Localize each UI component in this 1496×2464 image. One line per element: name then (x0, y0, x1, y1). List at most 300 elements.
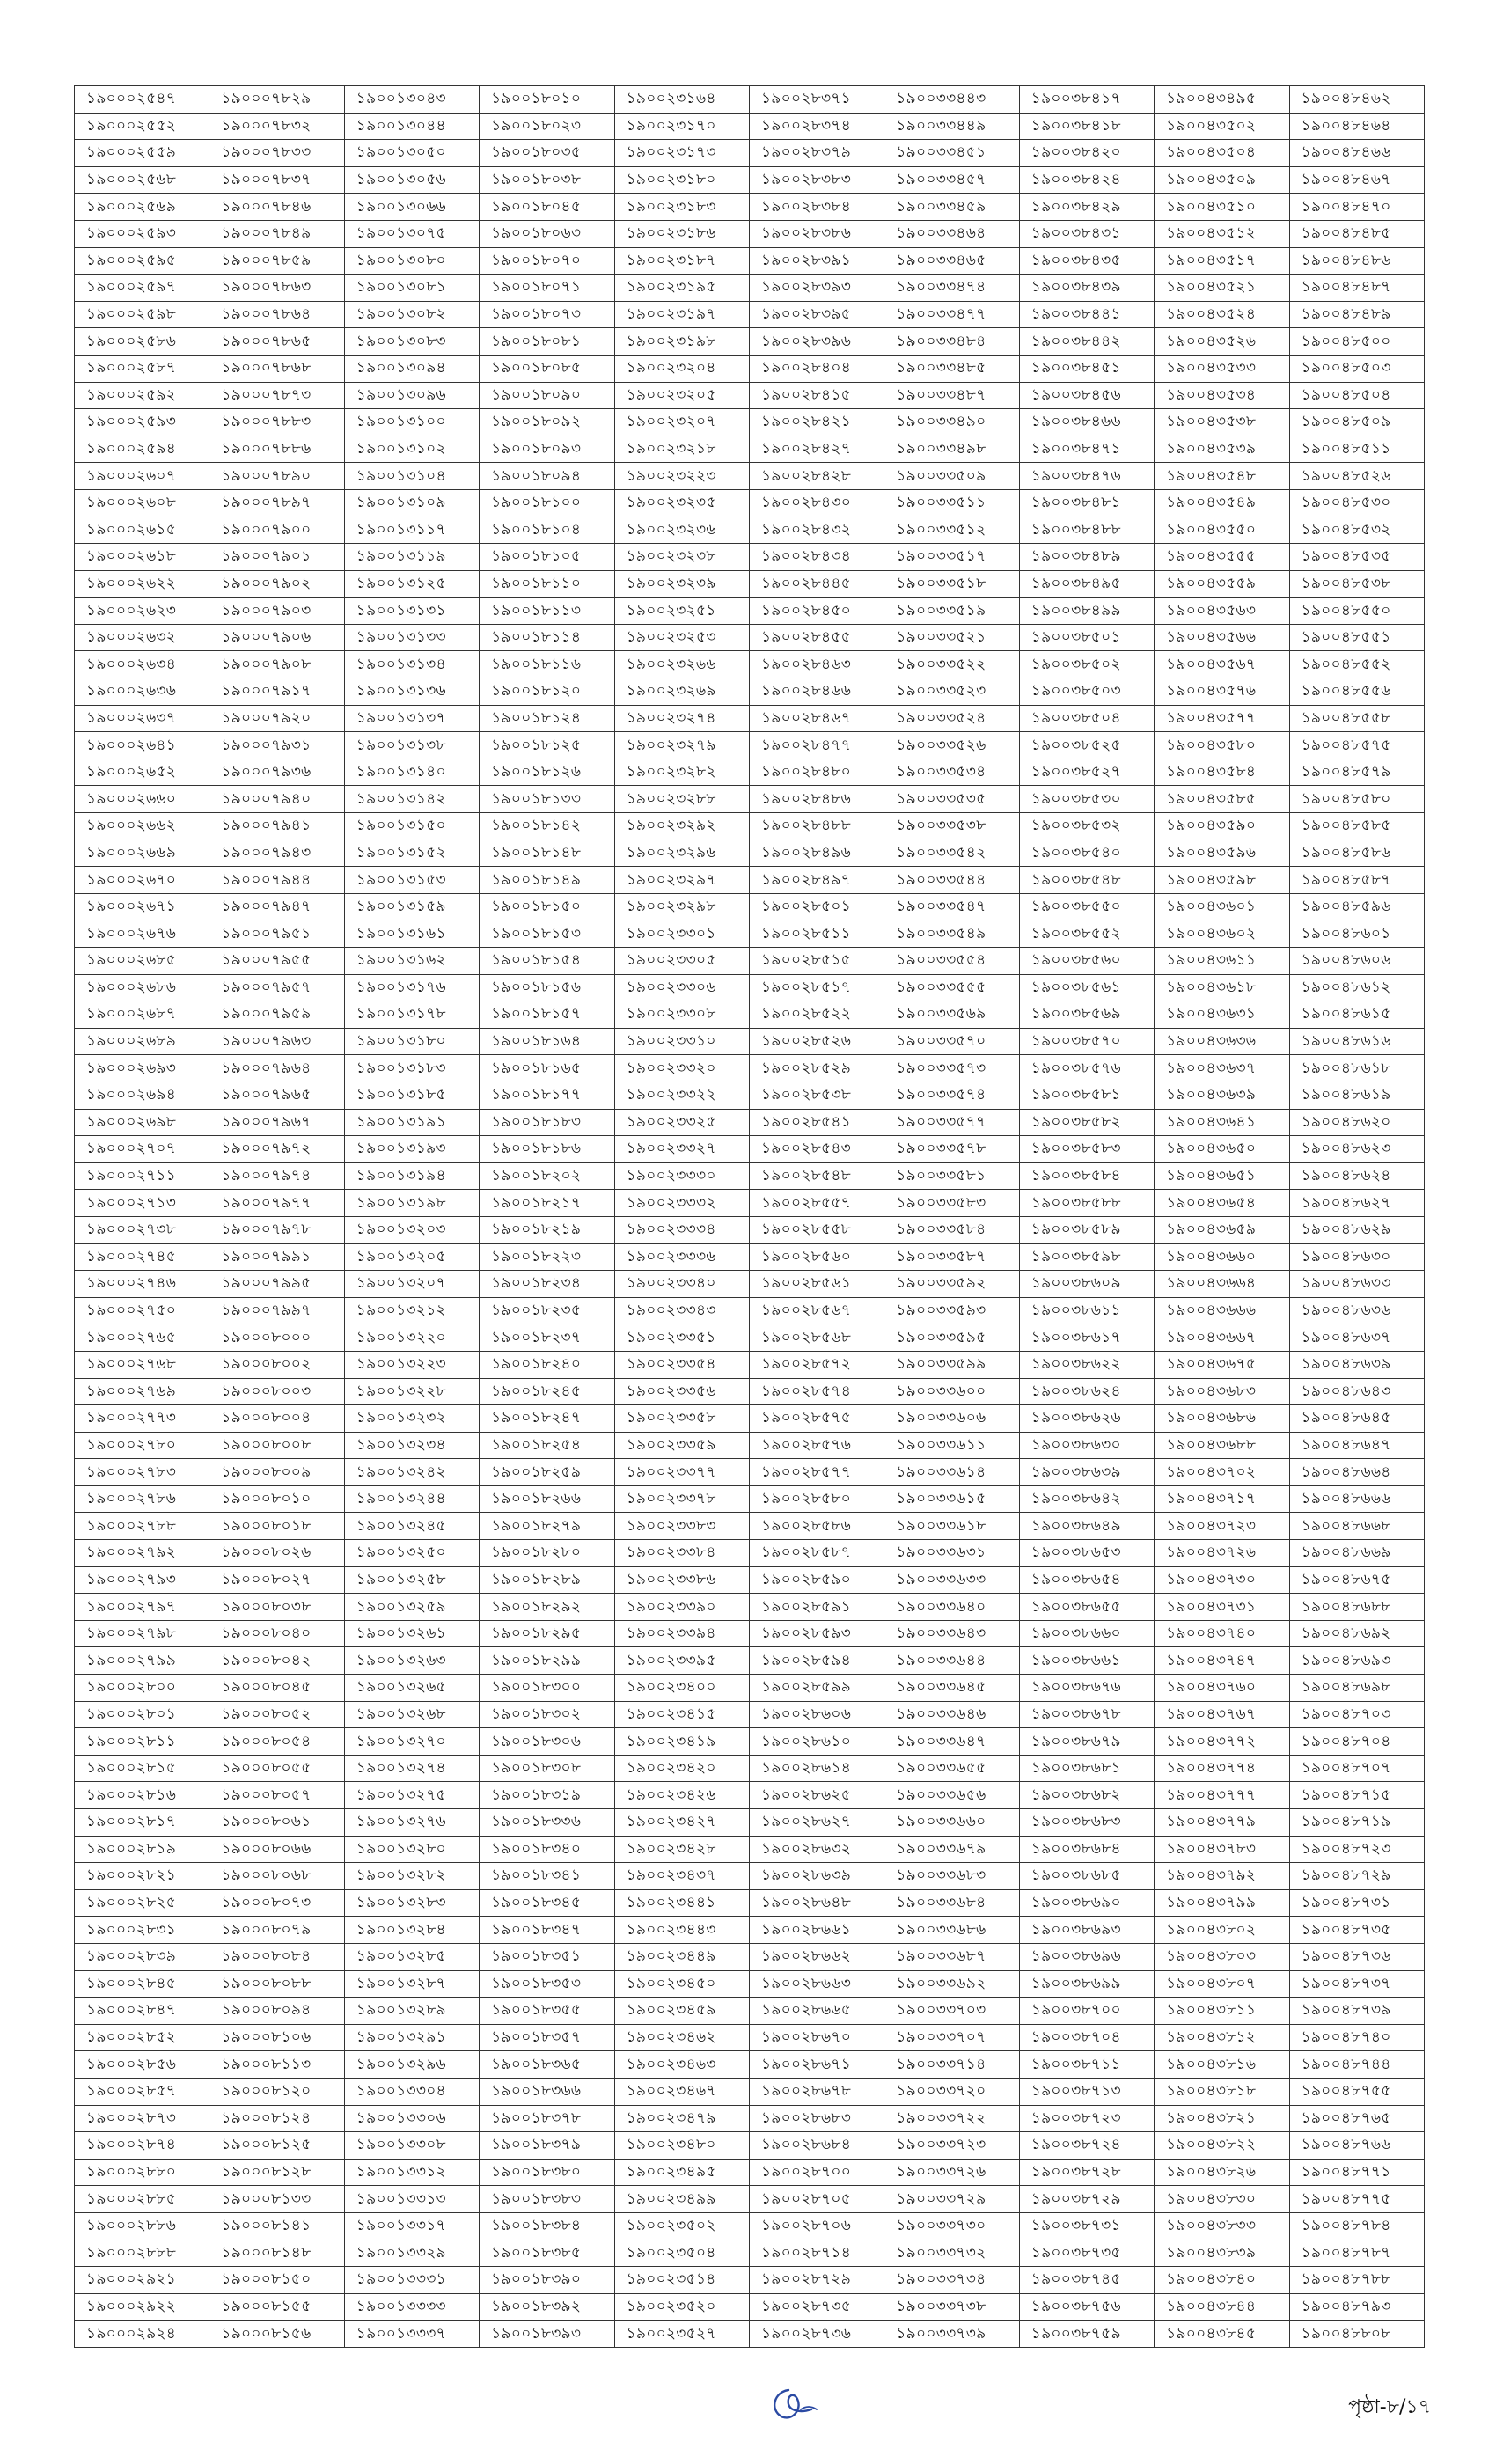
roll-number-cell: ১৯০০০২৮১৯ (75, 1836, 209, 1863)
roll-number-cell: ১৯০০০৭৯৪৪ (209, 867, 344, 894)
roll-number-cell: ১৯০০২৮৭৩৫ (749, 2293, 884, 2321)
roll-number-cell: ১৯০০১৩২৭৬ (344, 1809, 479, 1837)
roll-number-cell: ১৯০০১৩১৯৩ (344, 1136, 479, 1163)
roll-number-cell: ১৯০০০২৫৯৫ (75, 247, 209, 275)
roll-number-cell: ১৯০০২৩৪৯৫ (614, 2159, 749, 2186)
table-row (75, 463, 1425, 490)
roll-number-cell: ১৯০০২৮৩৯৬ (749, 328, 884, 356)
roll-number-cell: ১৯০০০৭৯৭৭ (209, 1190, 344, 1217)
roll-number-cell: ১৯০০৩৩৬৬০ (884, 1809, 1019, 1837)
roll-number-cell: ১৯০০২৮৫২৯ (749, 1055, 884, 1082)
roll-number-cell: ১৯০০১৮৩৯৩ (480, 2321, 614, 2348)
roll-number-cell: ১৯০০৪৮৫৮০ (1289, 786, 1424, 813)
table-row (75, 732, 1425, 759)
roll-number-cell: ১৯০০১৩২৭০ (344, 1728, 479, 1756)
roll-number-cell: ১৯০০১৮২১৭ (480, 1190, 614, 1217)
roll-number-cell: ১৯০০২৩৪৬৭ (614, 2078, 749, 2105)
roll-number-cell: ১৯০০০২৮৫২ (75, 2024, 209, 2051)
roll-number-cell: ১৯০০১৩১৭৮ (344, 1001, 479, 1029)
roll-number-cell: ১৯০০৪৮৪৮৭ (1289, 275, 1424, 302)
roll-number-cell: ১৯০০৩৮৪৮১ (1019, 489, 1154, 517)
roll-number-cell: ১৯০০২৮৬৬৫ (749, 1998, 884, 2025)
roll-number-cell: ১৯০০১৮২১৯ (480, 1216, 614, 1243)
roll-number-cell: ১৯০০১৮১১৩ (480, 598, 614, 625)
roll-number-cell: ১৯০০০৮০৫৭ (209, 1782, 344, 1809)
roll-number-cell: ১৯০০৩৩৫৭৪ (884, 1082, 1019, 1109)
roll-number-cell: ১৯০০১৩৩১২ (344, 2159, 479, 2186)
roll-number-cell: ১৯০০৪৮৭৭১ (1289, 2159, 1424, 2186)
roll-number-cell: ১৯০০৩৩৬০৬ (884, 1405, 1019, 1433)
roll-number-cell: ১৯০০৪৮৭৯৩ (1289, 2293, 1424, 2321)
roll-number-cell: ১৯০০৪৩৬০১ (1155, 893, 1289, 920)
roll-number-cell: ১৯০০২৮৩৭৪ (749, 113, 884, 140)
roll-number-cell: ১৯০০৪৩৭৬৭ (1155, 1701, 1289, 1728)
roll-number-cell: ১৯০০৪৩৫৯৬ (1155, 840, 1289, 867)
roll-number-cell: ১৯০০৪৮৬৩০ (1289, 1243, 1424, 1271)
roll-number-cell: ১৯০০৪৩৮৩৯ (1155, 2240, 1289, 2267)
roll-number-cell: ১৯০০৪৩৪৯৫ (1155, 86, 1289, 114)
roll-number-cell: ১৯০০১৩০৫০ (344, 140, 479, 167)
roll-number-cell: ১৯০০০৮০৭৩ (209, 1889, 344, 1917)
table-row (75, 86, 1425, 114)
roll-number-cell: ১৯০০২৩৪২০ (614, 1755, 749, 1782)
roll-number-cell: ১৯০০৩৩৫৯৫ (884, 1324, 1019, 1352)
roll-number-cell: ১৯০০২৮৬৩৯ (749, 1863, 884, 1890)
roll-number-cell: ১৯০০০৭৯৭৮ (209, 1216, 344, 1243)
roll-number-cell: ১৯০০০৮১৫৬ (209, 2321, 344, 2348)
roll-number-cell: ১৯০০১৩১১৭ (344, 517, 479, 544)
roll-number-cell: ১৯০০১৩২০৫ (344, 1243, 479, 1271)
roll-number-cell: ১৯০০১৮৩৪৫ (480, 1889, 614, 1917)
roll-number-cell: ১৯০০৪৩৮১২ (1155, 2024, 1289, 2051)
roll-number-cell: ১৯০০৩৩৭৩২ (884, 2240, 1019, 2267)
roll-number-cell: ১৯০০৩৩৫৭৮ (884, 1136, 1019, 1163)
roll-number-cell: ১৯০০২৮৪০৪ (749, 355, 884, 382)
roll-number-cell: ১৯০০৩৩৫৯৩ (884, 1297, 1019, 1324)
roll-number-cell: ১৯০০৪৮৬০১ (1289, 920, 1424, 948)
roll-number-cell: ১৯০০৪৩৫৫৫ (1155, 544, 1289, 571)
roll-number-cell: ১৯০০০২৫৬৮ (75, 166, 209, 194)
roll-number-cell: ১৯০০০৭৮৩৭ (209, 166, 344, 194)
table-row (75, 1620, 1425, 1647)
roll-number-cell: ১৯০০১৩২৪২ (344, 1459, 479, 1486)
roll-number-cell: ১৯০০১৩০৮৩ (344, 328, 479, 356)
roll-number-cell: ১৯০০০৭৮৩৩ (209, 140, 344, 167)
roll-number-cell: ১৯০০২৩২৩৫ (614, 489, 749, 517)
table-row (75, 1917, 1425, 1944)
roll-number-cell: ১৯০০১৩২৮২ (344, 1863, 479, 1890)
roll-number-cell: ১৯০০৩৩৪৪৩ (884, 86, 1019, 114)
roll-number-cell: ১৯০০০৭৯০২ (209, 570, 344, 598)
roll-number-cell: ১৯০০৪৩৮৪৪ (1155, 2293, 1289, 2321)
roll-number-cell: ১৯০০০৭৯১৭ (209, 678, 344, 706)
table-row (75, 328, 1425, 356)
roll-number-cell: ১৯০০২৩৩৪০ (614, 1271, 749, 1298)
roll-number-cell: ১৯০০২৮৪৬৭ (749, 705, 884, 732)
roll-number-cell: ১৯০০২৩৪১৫ (614, 1701, 749, 1728)
roll-number-cell: ১৯০০০৭৯৪৩ (209, 840, 344, 867)
roll-number-cell: ১৯০০০৭৯০৮ (209, 651, 344, 678)
roll-number-cell: ১৯০০১৩০৮১ (344, 275, 479, 302)
roll-number-cell: ১৯০০৪৮৫১১ (1289, 436, 1424, 463)
roll-number-cell: ১৯০০০২৮৭৩ (75, 2105, 209, 2132)
roll-number-cell: ১৯০০৩৮৪৬৬ (1019, 409, 1154, 436)
roll-number-cell: ১৯০০৪৩৫৩৯ (1155, 436, 1289, 463)
roll-number-cell: ১৯০০৪৮৬৩৩ (1289, 1271, 1424, 1298)
roll-number-cell: ১৯০০০২৫৯৪ (75, 436, 209, 463)
roll-number-cell: ১৯০০১৩১৩৬ (344, 678, 479, 706)
roll-number-cell: ১৯০০১৮২৩৫ (480, 1297, 614, 1324)
roll-number-cell: ১৯০০২৩৩২২ (614, 1082, 749, 1109)
roll-number-cell: ১৯০০১৩২৫৮ (344, 1566, 479, 1594)
roll-number-sheet (74, 85, 1425, 2348)
roll-number-cell: ১৯০০০২৭৯২ (75, 1540, 209, 1567)
roll-number-cell: ১৯০০০৭৮৫৯ (209, 247, 344, 275)
roll-number-cell: ১৯০০৪৮৭২৯ (1289, 1863, 1424, 1890)
roll-number-cell: ১৯০০২৮৪৮০ (749, 759, 884, 786)
roll-number-cell: ১৯০০৪৩৬৮৮ (1155, 1432, 1289, 1459)
roll-number-cell: ১৯০০০২৭৯৭ (75, 1594, 209, 1621)
roll-number-cell: ১৯০০৪৩৫৮৫ (1155, 786, 1289, 813)
roll-number-cell: ১৯০০১৮২৪০ (480, 1351, 614, 1378)
roll-number-cell: ১৯০০০২৫৮৬ (75, 328, 209, 356)
roll-number-cell: ১৯০০১৩০৭৫ (344, 220, 479, 247)
table-row (75, 1216, 1425, 1243)
roll-number-cell: ১৯০০৩৩৫৪২ (884, 840, 1019, 867)
roll-number-cell: ১৯০০৪৩৮৩৩ (1155, 2212, 1289, 2240)
roll-number-cell: ১৯০০১৩২২৮ (344, 1378, 479, 1405)
roll-number-cell: ১৯০০১৩১৬১ (344, 920, 479, 948)
roll-number-cell: ১৯০০৪৮৫৩৮ (1289, 570, 1424, 598)
roll-number-cell: ১৯০০৩৮৬৩০ (1019, 1432, 1154, 1459)
roll-number-cell: ১৯০০৪৮৭৫৫ (1289, 2078, 1424, 2105)
table-row (75, 2267, 1425, 2294)
roll-number-cell: ১৯০০৩৩৫৪৭ (884, 893, 1019, 920)
roll-number-cell: ১৯০০০২৭৪৬ (75, 1271, 209, 1298)
table-row (75, 355, 1425, 382)
roll-number-cell: ১৯০০৩৩৬৪৭ (884, 1728, 1019, 1756)
roll-number-cell: ১৯০০১৮১৬৫ (480, 1055, 614, 1082)
roll-number-cell: ১৯০০২৩৩৪৩ (614, 1297, 749, 1324)
roll-number-cell: ১৯০০২৮৪৮৮ (749, 813, 884, 840)
roll-number-cell: ১৯০০১৩১৯৪ (344, 1162, 479, 1190)
table-row (75, 1889, 1425, 1917)
roll-number-cell: ১৯০০৪৩৬১১ (1155, 948, 1289, 975)
table-row (75, 1540, 1425, 1567)
roll-number-cell: ১৯০০০৭৮৬৮ (209, 355, 344, 382)
roll-number-cell: ১৯০০৪৩৬৫০ (1155, 1136, 1289, 1163)
roll-number-cell: ১৯০০৪৩৫৮৪ (1155, 759, 1289, 786)
table-row (75, 1136, 1425, 1163)
roll-number-cell: ১৯০০২৩৪৯৯ (614, 2186, 749, 2213)
roll-number-cell: ১৯০০২৩৩৫১ (614, 1324, 749, 1352)
roll-number-cell: ১৯০০৩৮৭৫৯ (1019, 2321, 1154, 2348)
roll-number-cell: ১৯০০৩৩৪৮৪ (884, 328, 1019, 356)
roll-number-cell: ১৯০০৩৩৬৮৩ (884, 1863, 1019, 1890)
roll-number-cell: ১৯০০২৩২২৩ (614, 463, 749, 490)
roll-number-cell: ১৯০০৪৮৫৫০ (1289, 598, 1424, 625)
roll-number-cell: ১৯০০৪৩৮১৮ (1155, 2078, 1289, 2105)
roll-number-cell: ১৯০০৪৩৬৮৬ (1155, 1405, 1289, 1433)
table-row (75, 1701, 1425, 1728)
roll-number-cell: ১৯০০৪৮৫৫৮ (1289, 705, 1424, 732)
roll-number-cell: ১৯০০১৩১০৪ (344, 463, 479, 490)
roll-number-cell: ১৯০০৩৮৫৩০ (1019, 786, 1154, 813)
roll-number-cell: ১৯০০২৮৫৪৮ (749, 1162, 884, 1190)
roll-number-cell: ১৯০০০২৬৩৭ (75, 705, 209, 732)
roll-number-cell: ১৯০০৩৮৪৪২ (1019, 328, 1154, 356)
table-row (75, 1728, 1425, 1756)
roll-number-cell: ১৯০০০৮০০৯ (209, 1459, 344, 1486)
roll-number-cell: ১৯০০২৩১৭০ (614, 113, 749, 140)
roll-number-cell: ১৯০০৩৮৪৭১ (1019, 436, 1154, 463)
roll-number-cell: ১৯০০৪৩৭৭৭ (1155, 1782, 1289, 1809)
roll-number-cell: ১৯০০০৭৮৯০ (209, 463, 344, 490)
roll-number-cell: ১৯০০১৮০৭৩ (480, 301, 614, 328)
roll-number-cell: ১৯০০২৩৪১৯ (614, 1728, 749, 1756)
roll-number-cell: ১৯০০০২৮২৫ (75, 1889, 209, 1917)
roll-number-cell: ১৯০০৪৩৫৬৬ (1155, 624, 1289, 651)
roll-number-cell: ১৯০০০২৯২১ (75, 2267, 209, 2294)
roll-number-cell: ১৯০০২৮৩৮৪ (749, 194, 884, 221)
roll-number-cell: ১৯০০৩৮৪১৭ (1019, 86, 1154, 114)
roll-number-cell: ১৯০০৪৩৭৯২ (1155, 1863, 1289, 1890)
roll-number-cell: ১৯০০২৮৪৩২ (749, 517, 884, 544)
roll-number-cell: ১৯০০০৮০৮৪ (209, 1943, 344, 1970)
table-row (75, 166, 1425, 194)
roll-number-cell: ১৯০০৩৮৭২৯ (1019, 2186, 1154, 2213)
roll-number-cell: ১৯০০৩৩৪৪৯ (884, 113, 1019, 140)
table-row (75, 301, 1425, 328)
roll-number-cell: ১৯০০৩৩৫২৬ (884, 732, 1019, 759)
roll-number-cell: ১৯০০০২৬৮৯ (75, 1028, 209, 1055)
roll-number-cell: ১৯০০৪৩৭৭৯ (1155, 1809, 1289, 1837)
roll-number-cell: ১৯০০৩৩৫১১ (884, 489, 1019, 517)
roll-number-cell: ১৯০০১৩৩০৪ (344, 2078, 479, 2105)
roll-number-cell: ১৯০০১৮১০০ (480, 489, 614, 517)
table-row (75, 1836, 1425, 1863)
roll-number-cell: ১৯০০১৮৩৬৫ (480, 2051, 614, 2079)
roll-number-cell: ১৯০০৩৮৭১৩ (1019, 2078, 1154, 2105)
roll-number-cell: ১৯০০০২৭৯৩ (75, 1566, 209, 1594)
roll-number-cell: ১৯০০২৩৫১৪ (614, 2267, 749, 2294)
roll-number-cell: ১৯০০৩৩৫৭৩ (884, 1055, 1019, 1082)
roll-number-cell: ১৯০০১৩৩১৩ (344, 2186, 479, 2213)
roll-number-cell: ১৯০০২৩৩৩৪ (614, 1216, 749, 1243)
roll-number-cell: ১৯০০১৮১১০ (480, 570, 614, 598)
roll-number-cell: ১৯০০২৮৪৩০ (749, 489, 884, 517)
roll-number-cell: ১৯০০১৩২৯১ (344, 2024, 479, 2051)
roll-number-cell: ১৯০০০৮০৫৫ (209, 1755, 344, 1782)
roll-number-cell: ১৯০০০২৮৪৭ (75, 1998, 209, 2025)
table-row (75, 1647, 1425, 1675)
roll-number-cell: ১৯০০২৩৪৬৩ (614, 2051, 749, 2079)
roll-number-cell: ১৯০০৩৮৪২০ (1019, 140, 1154, 167)
roll-number-cell: ১৯০০৩৩৬১৮ (884, 1513, 1019, 1540)
roll-number-cell: ১৯০০০৮০৬১ (209, 1809, 344, 1837)
roll-number-cell: ১৯০০১৩০৮২ (344, 301, 479, 328)
roll-number-cell: ১৯০০১৮০৮১ (480, 328, 614, 356)
roll-number-cell: ১৯০০১৩১৩৩ (344, 624, 479, 651)
table-row (75, 2105, 1425, 2132)
roll-number-cell: ১৯০০১৩৩৩১ (344, 2267, 479, 2294)
roll-number-cell: ১৯০০১৮০৩৫ (480, 140, 614, 167)
roll-number-cell: ১৯০০৩৮৫৫২ (1019, 920, 1154, 948)
roll-number-cell: ১৯০০৪৮৭৮৮ (1289, 2267, 1424, 2294)
roll-number-cell: ১৯০০২৩৫২৭ (614, 2321, 749, 2348)
roll-number-cell: ১৯০০১৩৩৩৩ (344, 2293, 479, 2321)
table-row (75, 2078, 1425, 2105)
roll-number-cell: ১৯০০৪৩৮০২ (1155, 1917, 1289, 1944)
roll-number-cell: ১৯০০২৮৫৯৩ (749, 1620, 884, 1647)
roll-number-cell: ১৯০০১৮০৪৫ (480, 194, 614, 221)
table-row (75, 920, 1425, 948)
roll-number-cell: ১৯০০২৮৬৮৪ (749, 2132, 884, 2160)
roll-number-cell: ১৯০০০২৮৩৯ (75, 1943, 209, 1970)
roll-number-cell: ১৯০০৪৮৭৭৫ (1289, 2186, 1424, 2213)
roll-number-cell: ১৯০০০২৮৭৪ (75, 2132, 209, 2160)
roll-number-cell: ১৯০০৩৩৫৩৮ (884, 813, 1019, 840)
roll-number-cell: ১৯০০২৩৪৬২ (614, 2024, 749, 2051)
roll-number-cell: ১৯০০৩৮৫৯৮ (1019, 1243, 1154, 1271)
roll-number-cell: ১৯০০৪৩৮২১ (1155, 2105, 1289, 2132)
roll-number-cell: ১৯০০১৩৩৩৭ (344, 2321, 479, 2348)
roll-number-cell: ১৯০০৩৩৬৯২ (884, 1970, 1019, 1998)
roll-number-cell: ১৯০০৪৩৫৯০ (1155, 813, 1289, 840)
roll-number-cell: ১৯০০২৮৫৬১ (749, 1271, 884, 1298)
roll-number-cell: ১৯০০০২৬৯৪ (75, 1082, 209, 1109)
roll-number-cell: ১৯০০১৩১৭৬ (344, 974, 479, 1001)
roll-number-cell: ১৯০০৩৮৬৮১ (1019, 1755, 1154, 1782)
roll-number-cell: ১৯০০৪৩৫৯৮ (1155, 867, 1289, 894)
roll-number-cell: ১৯০০৪৩৫২৪ (1155, 301, 1289, 328)
roll-number-cell: ১৯০০২৮৫৭২ (749, 1351, 884, 1378)
roll-number-cell: ১৯০০০২৭৮৩ (75, 1459, 209, 1486)
roll-number-cell: ১৯০০৪৩৮০৭ (1155, 1970, 1289, 1998)
roll-number-cell: ১৯০০১৩৩২৯ (344, 2240, 479, 2267)
roll-number-cell: ১৯০০৪৮৬৮৮ (1289, 1594, 1424, 1621)
roll-number-cell: ১৯০০১৮১৪৯ (480, 867, 614, 894)
roll-number-cell: ১৯০০৪৮৭৩৬ (1289, 1943, 1424, 1970)
roll-number-cell: ১৯০০৩৮৫২৫ (1019, 732, 1154, 759)
table-row (75, 1594, 1425, 1621)
roll-number-cell: ১৯০০৪৮৫০৯ (1289, 409, 1424, 436)
roll-number-cell: ১৯০০৪৮৫০০ (1289, 328, 1424, 356)
roll-number-cell: ১৯০০১৮১২০ (480, 678, 614, 706)
roll-number-cell: ১৯০০২৩৩৮৩ (614, 1513, 749, 1540)
roll-number-cell: ১৯০০২৩২০৫ (614, 382, 749, 409)
roll-number-cell: ১৯০০৩৩৬৪৪ (884, 1647, 1019, 1675)
roll-number-cell: ১৯০০৪৩৬৩৬ (1155, 1028, 1289, 1055)
roll-number-cell: ১৯০০০২৭০৭ (75, 1136, 209, 1163)
roll-number-cell: ১৯০০০৮১২৫ (209, 2132, 344, 2160)
roll-number-cell: ১৯০০১৩২৮০ (344, 1836, 479, 1863)
roll-number-cell: ১৯০০২৮৪২৭ (749, 436, 884, 463)
roll-number-cell: ১৯০০০২৬৯৮ (75, 1109, 209, 1136)
roll-number-cell: ১৯০০২৩২০৪ (614, 355, 749, 382)
table-row (75, 1297, 1425, 1324)
roll-number-cell: ১৯০০৩৮৬১৭ (1019, 1324, 1154, 1352)
roll-number-cell: ১৯০০০২৭৮০ (75, 1432, 209, 1459)
roll-number-cell: ১৯০০৪৩৫৭৬ (1155, 678, 1289, 706)
roll-number-cell: ১৯০০১৩২২৩ (344, 1351, 479, 1378)
table-row (75, 1109, 1425, 1136)
roll-number-cell: ১৯০০০২৫৫২ (75, 113, 209, 140)
roll-number-cell: ১৯০০৩৮৬১১ (1019, 1297, 1154, 1324)
roll-number-cell: ১৯০০৩৮৫৬৯ (1019, 1001, 1154, 1029)
roll-number-cell: ১৯০০১৮০৯২ (480, 409, 614, 436)
roll-number-table (74, 85, 1425, 2348)
roll-number-cell: ১৯০০০৭৮৪৬ (209, 194, 344, 221)
roll-number-cell: ১৯০০০৭৮৭৩ (209, 382, 344, 409)
roll-number-cell: ১৯০০২৩৩৭৮ (614, 1485, 749, 1513)
roll-number-cell: ১৯০০৪৮৬৯২ (1289, 1620, 1424, 1647)
roll-number-cell: ১৯০০০৮১৫৫ (209, 2293, 344, 2321)
roll-number-cell: ১৯০০১৮০৭০ (480, 247, 614, 275)
table-row (75, 1378, 1425, 1405)
roll-number-cell: ১৯০০০৭৯৪৭ (209, 893, 344, 920)
roll-number-cell: ১৯০০৪৮৭৮৪ (1289, 2212, 1424, 2240)
roll-number-cell: ১৯০০৩৮৫৮৪ (1019, 1162, 1154, 1190)
roll-number-cell: ১৯০০২৩১৬৪ (614, 86, 749, 114)
roll-number-cell: ১৯০০৩৮৪৫১ (1019, 355, 1154, 382)
roll-number-cell: ১৯০০৩৩৭৩০ (884, 2212, 1019, 2240)
roll-number-cell: ১৯০০৩৮৭৩৫ (1019, 2240, 1154, 2267)
roll-number-cell: ১৯০০১৮৩৮০ (480, 2159, 614, 2186)
roll-number-cell: ১৯০০১৩১১৯ (344, 544, 479, 571)
roll-number-cell: ১৯০০০৭৯৯৫ (209, 1271, 344, 1298)
roll-number-cell: ১৯০০২৩৩৯০ (614, 1594, 749, 1621)
roll-number-cell: ১৯০০৩৮৬৮৩ (1019, 1809, 1154, 1837)
roll-number-cell: ১৯০০৪৩৬৩৯ (1155, 1082, 1289, 1109)
roll-number-cell: ১৯০০৩৮৬৭৯ (1019, 1728, 1154, 1756)
roll-number-cell: ১৯০০১৮২২৩ (480, 1243, 614, 1271)
roll-number-cell: ১৯০০২৮৫৭৭ (749, 1459, 884, 1486)
roll-number-cell: ১৯০০৩৩৭২৯ (884, 2186, 1019, 2213)
roll-number-cell: ১৯০০০২৭৯৮ (75, 1620, 209, 1647)
roll-number-cell: ১৯০০০৭৯৫৫ (209, 948, 344, 975)
roll-number-cell: ১৯০০২৮৫৩৮ (749, 1082, 884, 1109)
roll-number-cell: ১৯০০৪৩৬৮৩ (1155, 1378, 1289, 1405)
roll-number-cell: ১৯০০৩৮৫৭০ (1019, 1028, 1154, 1055)
roll-number-cell: ১৯০০৩৮৬৫৪ (1019, 1566, 1154, 1594)
roll-number-cell: ১৯০০৪৮৬৭৫ (1289, 1566, 1424, 1594)
roll-number-cell: ১৯০০০২৭৩৮ (75, 1216, 209, 1243)
roll-number-cell: ১৯০০২৩১৯৫ (614, 275, 749, 302)
roll-number-cell: ১৯০০৩৮৭২৩ (1019, 2105, 1154, 2132)
roll-number-cell: ১৯০০২৮৬৪৮ (749, 1889, 884, 1917)
roll-number-cell: ১৯০০৪৮৬৬৪ (1289, 1459, 1424, 1486)
roll-number-cell: ১৯০০১৩০৯৬ (344, 382, 479, 409)
roll-number-cell: ১৯০০০২৬৭৬ (75, 920, 209, 948)
table-row (75, 1998, 1425, 2025)
roll-number-cell: ১৯০০০৮০২৭ (209, 1566, 344, 1594)
roll-number-cell: ১৯০০৩৮৫৪০ (1019, 840, 1154, 867)
table-row (75, 840, 1425, 867)
roll-number-cell: ১৯০০২৮৬৭০ (749, 2024, 884, 2051)
roll-number-cell: ১৯০০৪৩৭৭২ (1155, 1728, 1289, 1756)
roll-number-cell: ১৯০০৪৮৬২৭ (1289, 1190, 1424, 1217)
roll-number-cell: ১৯০০০৭৯০০ (209, 517, 344, 544)
roll-number-cell: ১৯০০২৮৩৯৫ (749, 301, 884, 328)
table-row (75, 1190, 1425, 1217)
roll-number-cell: ১৯০০৩৮৬৫৫ (1019, 1594, 1154, 1621)
roll-number-cell: ১৯০০০২৫৫৯ (75, 140, 209, 167)
table-row (75, 1970, 1425, 1998)
roll-number-cell: ১৯০০১৩১৮০ (344, 1028, 479, 1055)
roll-number-cell: ১৯০০০৭৮৬৫ (209, 328, 344, 356)
roll-number-cell: ১৯০০১৮৩৫৩ (480, 1970, 614, 1998)
